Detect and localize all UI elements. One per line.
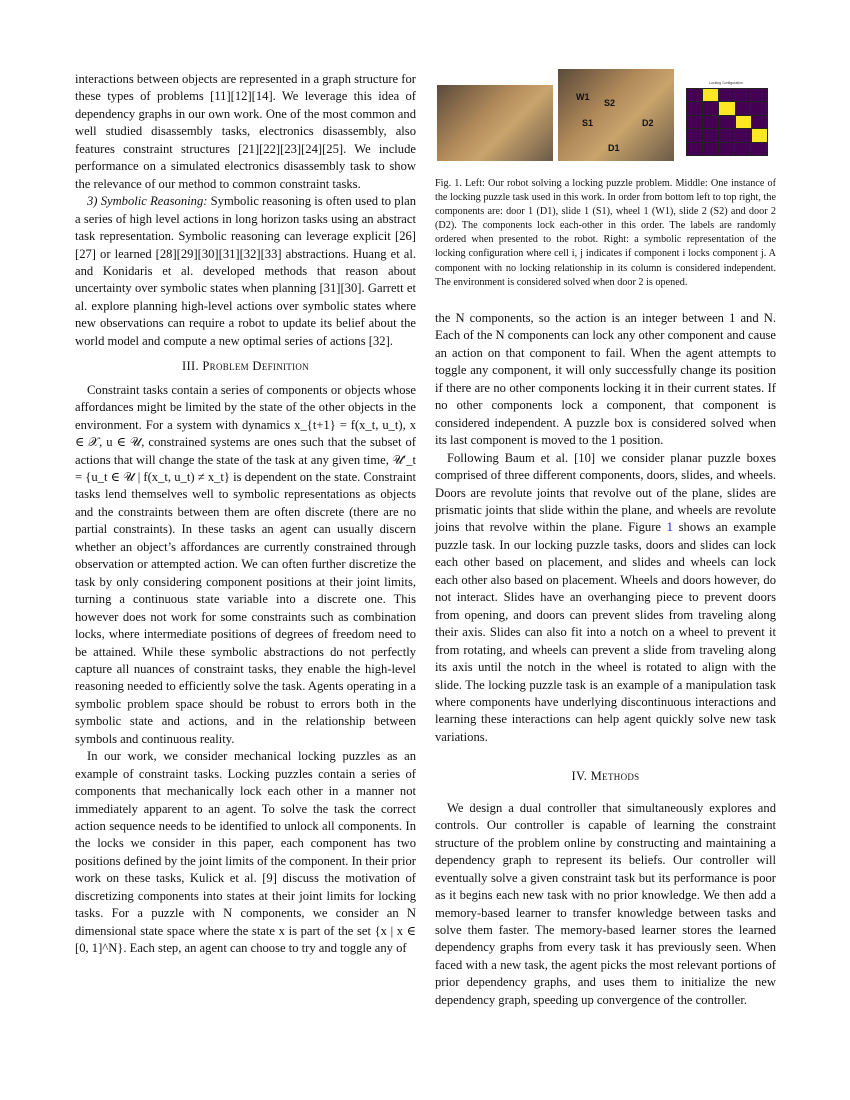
paragraph-text: Symbolic reasoning is often used to plan a series of high level actions in long horizon tasks using an abstract task representation. Symbolic reasoning can leverage explicit [26][27] or learned [28][29][30][31][32][33] abstractions. Huang et al. and Konidaris et al. developed methods that reason about uncertainty over symbolic states when planning [31][30]. Garrett et al. explore planning high-level actions over symbolic states where new observations can require a robot to update its belief about the world model and compute a new optimal series of actions [32]. [75, 194, 416, 348]
right-column [435, 310, 776, 1009]
paragraph: Constraint tasks contain a series of components or objects whose affordances might be limited by the state of the other objects in the environment. For a system with dynamics x_{t+1} = f(x_t, u_t), x ∈ 𝒳, u ∈ 𝒰, constrained systems are ones such that the subset of actions that will change the state of the task at any given time, 𝒰′_t = {u_t ∈ 𝒰 | f(x_t, u_t) ≠ x_t} is dependent on the state. Constraint tasks lend themselves well to symbolic representations as objects and the constraints between them are often discrete (there are no partial constraints). In these tasks an agent can usually discern whether an object’s affordances are currently constrained through observation or attempted action. We can often further discretize the task by only considering component positions at their joint limits, turning a continuous state variable into a discrete one. This however does not work for some constraints such as combination locks, where intermediate positions of degrees of freedom need to be attained. While these symbolic abstractions do not perfectly capture all nuances of constraint tasks, they enable the high-level reasoning needed to efficiently solve the task. Agents operating in a symbolic problem space should be robust to errors both in the symbolic state and actions, and in the relationship between symbols and continuous reality. [75, 382, 416, 746]
heatmap-cell [703, 116, 718, 128]
paragraph-text: Following Baum et al. [10] we consider planar puzzle boxes comprised of three different components, doors, slides, and wheels. Doors are revolute joints that revolve out of the plane, slides are prismatic joints that slide within the plane, and wheels are revolute joins that revolve within the plane. Figure [435, 450, 776, 535]
heatmap-cell [687, 89, 702, 101]
heatmap-cell [752, 143, 767, 155]
paragraph: interactions between objects are represented in a graph structure for these types of problems [11][12][14]. We leverage this idea of dependency graphs in our own work. One of the most common and well studied disassembly tasks, electronics disassembly, also features constraint structures [21][22][23][24][25]. We include performance on a simulated electronics disassembly task to show the relevance of our method to common constraint tasks. [75, 72, 416, 191]
heatmap-cell [703, 89, 718, 101]
paragraph: In our work, we consider mechanical locking puzzles as an example of constraint tasks. Locking puzzles contain a series of components that mechanically lock each other in a manner not immediately apparent to an agent. To solve the task the correct action sequence needs to be identified to unlock all components. In the locks we consider in this paper, each component has two positions defined by the joint limits of the component. In their prior work on these tasks, Kulick et al. [9] discuss the motivation of discretizing components into states at their joint limits for locking tasks. For a puzzle with N components, we consider an N dimensional state space where the state x is part of the set {x | x ∈ [0, 1]^N}. Each step, an agent can choose to try and toggle any of [75, 749, 416, 956]
heatmap-cell [719, 143, 734, 155]
heatmap-cell [719, 116, 734, 128]
heatmap-cell [752, 116, 767, 128]
heatmap-cell [752, 129, 767, 141]
heatmap-cell [703, 143, 718, 155]
label-s2: S2 [604, 98, 616, 108]
paragraph [435, 450, 776, 747]
subsection-heading: 3) Symbolic Reasoning: [87, 194, 208, 209]
heatmap-cell [719, 89, 734, 101]
paragraph: We design a dual controller that simultaneously explores and controls. Our controller is capable of learning the constraint structure of the problem online by constructing and maintaining a dependency graph to represent its beliefs. Our controller will eventually solve a given constraint task but its performance is poor as it begins each new task with no prior knowledge. We then add a memory-based learner to transfer knowledge between tasks and solve them faster. The memory-based learner stores the learned dependency graphs from every task it has previously seen. When faced with a new task, the agent picks the most relevant portions of prior dependency graphs, and uses them to initialize the new dependency graph, speeding up convergence of the controller. [435, 800, 776, 1007]
heatmap-cell [752, 102, 767, 114]
heatmap-cell [736, 143, 751, 155]
robot-photo [437, 85, 553, 161]
heatmap-cell [736, 116, 751, 128]
heatmap-cell [736, 129, 751, 141]
paragraph-text: shows an example puzzle task. In our locking puzzle tasks, doors and slides can lock each other based on placement, and slides and wheels can lock each other also based on placement. Wheels and doors however, do not interact. Slides have an overhanging piece to prevent doors from opening, and doors can prevent slides from traveling along their axis. Slides can also fit into a notch on a wheel to prevent it from rotating, and wheels can prevent a slide from traveling along its axis until the notch in the wheel is rotated to align with the slide. The locking puzzle task is an example of a manipulation task where components have underlying discontinuous interactions and learning these interactions can help agent quickly solve new task variations. [435, 520, 776, 744]
heatmap-cell [703, 129, 718, 141]
paragraph [75, 193, 416, 350]
heatmap-cell [687, 129, 702, 141]
heatmap-title: Locking Configuration [709, 81, 743, 85]
heatmap-cell [703, 102, 718, 114]
left-column [75, 71, 416, 958]
heatmap-cell [736, 102, 751, 114]
paragraph: the N components, so the action is an integer between 1 and N. Each of the N components can lock any other component and cause an action on that component to fail. When the agent attempts to toggle any component, it will only successfully change its position if there are no other components locking it in their current states. If no other components lock a component, that component is considered independent. A puzzle box is considered solved when its last component is moved to the 1 position. [435, 311, 776, 448]
label-d2: D2 [642, 118, 654, 128]
label-d1: D1 [608, 143, 620, 153]
heatmap-cell [752, 89, 767, 101]
heatmap-cell [736, 89, 751, 101]
section-heading: IV. Methods [571, 769, 640, 784]
label-w1: W1 [576, 92, 590, 102]
heatmap-cell [719, 102, 734, 114]
heatmap-cell [687, 116, 702, 128]
figure-caption: Fig. 1. Left: Our robot solving a locking puzzle problem. Middle: One instance of the locking puzzle task used in this work. In order from bottom left to top right, the components are: door 1 (D1), slide 1 (S1), wheel 1 (W1), slide 2 (S2) and door 2 (D2). The components lock each-other in this order. The labels are randomly ordered when presented to the robot. Right: a symbolic representation of the locking configuration where cell i, j indicates if component i locks component j. A component with no locking relationship in its column is considered independent. The environment is considered solved when door 2 is opened. [435, 178, 776, 288]
heatmap-cell [687, 143, 702, 155]
figure-link[interactable]: 1 [666, 520, 673, 535]
heatmap-cell [687, 102, 702, 114]
label-s1: S1 [582, 118, 594, 128]
puzzle-photo [558, 69, 674, 161]
locking-heatmap [686, 88, 768, 156]
section-heading: III. Problem Definition [181, 359, 310, 374]
heatmap-cell [719, 129, 734, 141]
